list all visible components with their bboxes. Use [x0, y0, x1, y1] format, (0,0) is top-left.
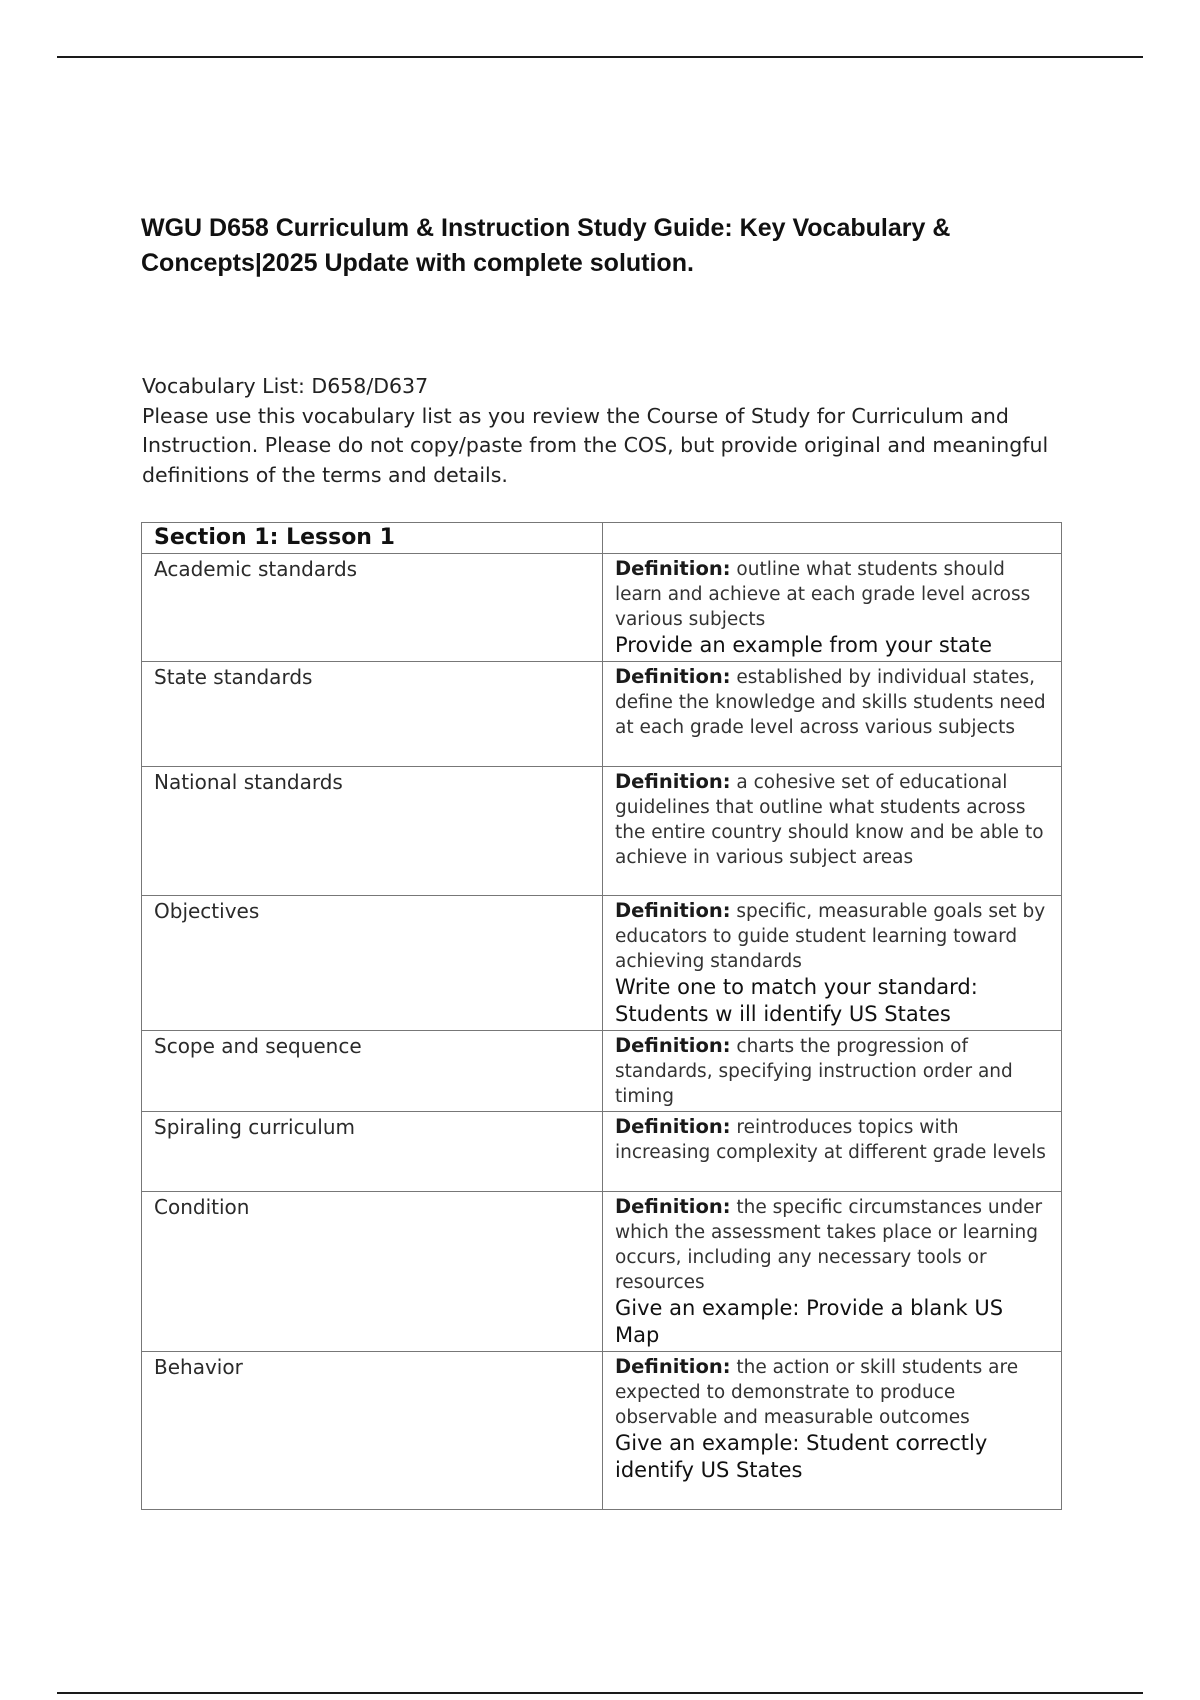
term-label: Objectives — [154, 899, 260, 923]
definition-label: Definition: — [615, 665, 731, 688]
definition-value: established by individual states, define the knowledge and skills students need at each grade level across various subjects — [615, 667, 1046, 738]
table-row — [142, 554, 1062, 662]
term-cell — [142, 896, 603, 1031]
definition-label: Definition: — [615, 1355, 731, 1378]
definition-label: Definition: — [615, 557, 731, 580]
table-header-row — [142, 523, 1062, 554]
definition-value: specific, measurable goals set by educators to guide student learning toward achieving standards — [615, 901, 1046, 972]
definition-text — [615, 1194, 1051, 1295]
term-cell — [142, 1352, 603, 1510]
table-row — [142, 1352, 1062, 1510]
document-title: WGU D658 Curriculum & Instruction Study Guide: Key Vocabulary & Concepts|2025 Update with complete solution. — [141, 214, 951, 277]
term-cell — [142, 554, 603, 662]
condition-example: Give an example: Provide a blank US Map — [615, 1296, 1004, 1347]
definition-label: Definition: — [615, 1115, 731, 1138]
empty-header-cell — [603, 523, 1062, 554]
definition-value: the specific circumstances under which the assessment takes place or learning occurs, including any necessary tools or resources — [615, 1197, 1043, 1293]
definition-text — [615, 556, 1051, 632]
term-label: National standards — [154, 770, 343, 794]
vocab-list-heading: Vocabulary List: D658/D637 — [142, 374, 429, 398]
footer-rule — [57, 1692, 1143, 1694]
term-cell — [142, 1112, 603, 1192]
term-label: Condition — [154, 1195, 250, 1219]
definition-cell — [603, 1112, 1062, 1192]
table-row — [142, 1112, 1062, 1192]
objective-example: Write one to match your standard: Students w ill identify US States — [615, 975, 978, 1026]
definition-text — [615, 1033, 1051, 1109]
definition-text — [615, 1354, 1051, 1430]
definition-cell — [603, 1192, 1062, 1352]
definition-cell — [603, 767, 1062, 896]
definition-text — [615, 664, 1051, 740]
definition-text — [615, 769, 1051, 870]
definition-label: Definition: — [615, 1034, 731, 1057]
intro-block — [142, 372, 1062, 490]
definition-label: Definition: — [615, 770, 731, 793]
term-label: Academic standards — [154, 557, 358, 581]
term-label: Behavior — [154, 1355, 243, 1379]
definition-label: Definition: — [615, 899, 731, 922]
definition-cell — [603, 896, 1062, 1031]
term-label: Spiraling curriculum — [154, 1115, 355, 1139]
definition-label: Definition: — [615, 1195, 731, 1218]
example-prompt: Provide an example from your state — [615, 633, 993, 657]
definition-value: the action or skill students are expected to demonstrate to produce observable and measurable outcomes — [615, 1357, 1019, 1428]
vocabulary-table — [141, 522, 1062, 1510]
definition-value: reintroduces topics with increasing complexity at different grade levels — [615, 1117, 1046, 1163]
table-row — [142, 767, 1062, 896]
definition-value: a cohesive set of educational guidelines that outline what students across the entire country should know and be able to achieve in various subject areas — [615, 772, 1044, 868]
term-cell — [142, 1192, 603, 1352]
term-cell — [142, 767, 603, 896]
section-heading-cell — [142, 523, 603, 554]
table-row — [142, 1192, 1062, 1352]
definition-text — [615, 898, 1051, 974]
term-cell — [142, 1031, 603, 1112]
definition-value: charts the progression of standards, specifying instruction order and timing — [615, 1036, 1013, 1107]
header-rule — [57, 56, 1143, 58]
definition-cell — [603, 554, 1062, 662]
definition-cell — [603, 662, 1062, 767]
term-cell — [142, 662, 603, 767]
definition-cell — [603, 1352, 1062, 1510]
term-label: State standards — [154, 665, 313, 689]
definition-cell — [603, 1031, 1062, 1112]
section-heading: Section 1: Lesson 1 — [154, 525, 395, 550]
term-label: Scope and sequence — [154, 1034, 362, 1058]
instructions-text: Please use this vocabulary list as you review the Course of Study for Curriculum and Instruction. Please do not copy/paste from the COS, but provide original and meaningful definitions of the terms and details. — [142, 403, 1049, 487]
table-row — [142, 662, 1062, 767]
definition-text — [615, 1114, 1051, 1165]
table-row — [142, 1031, 1062, 1112]
behavior-example: Give an example: Student correctly identify US States — [615, 1431, 988, 1482]
table-row — [142, 896, 1062, 1031]
definition-value: outline what students should learn and achieve at each grade level across various subjects — [615, 559, 1031, 630]
